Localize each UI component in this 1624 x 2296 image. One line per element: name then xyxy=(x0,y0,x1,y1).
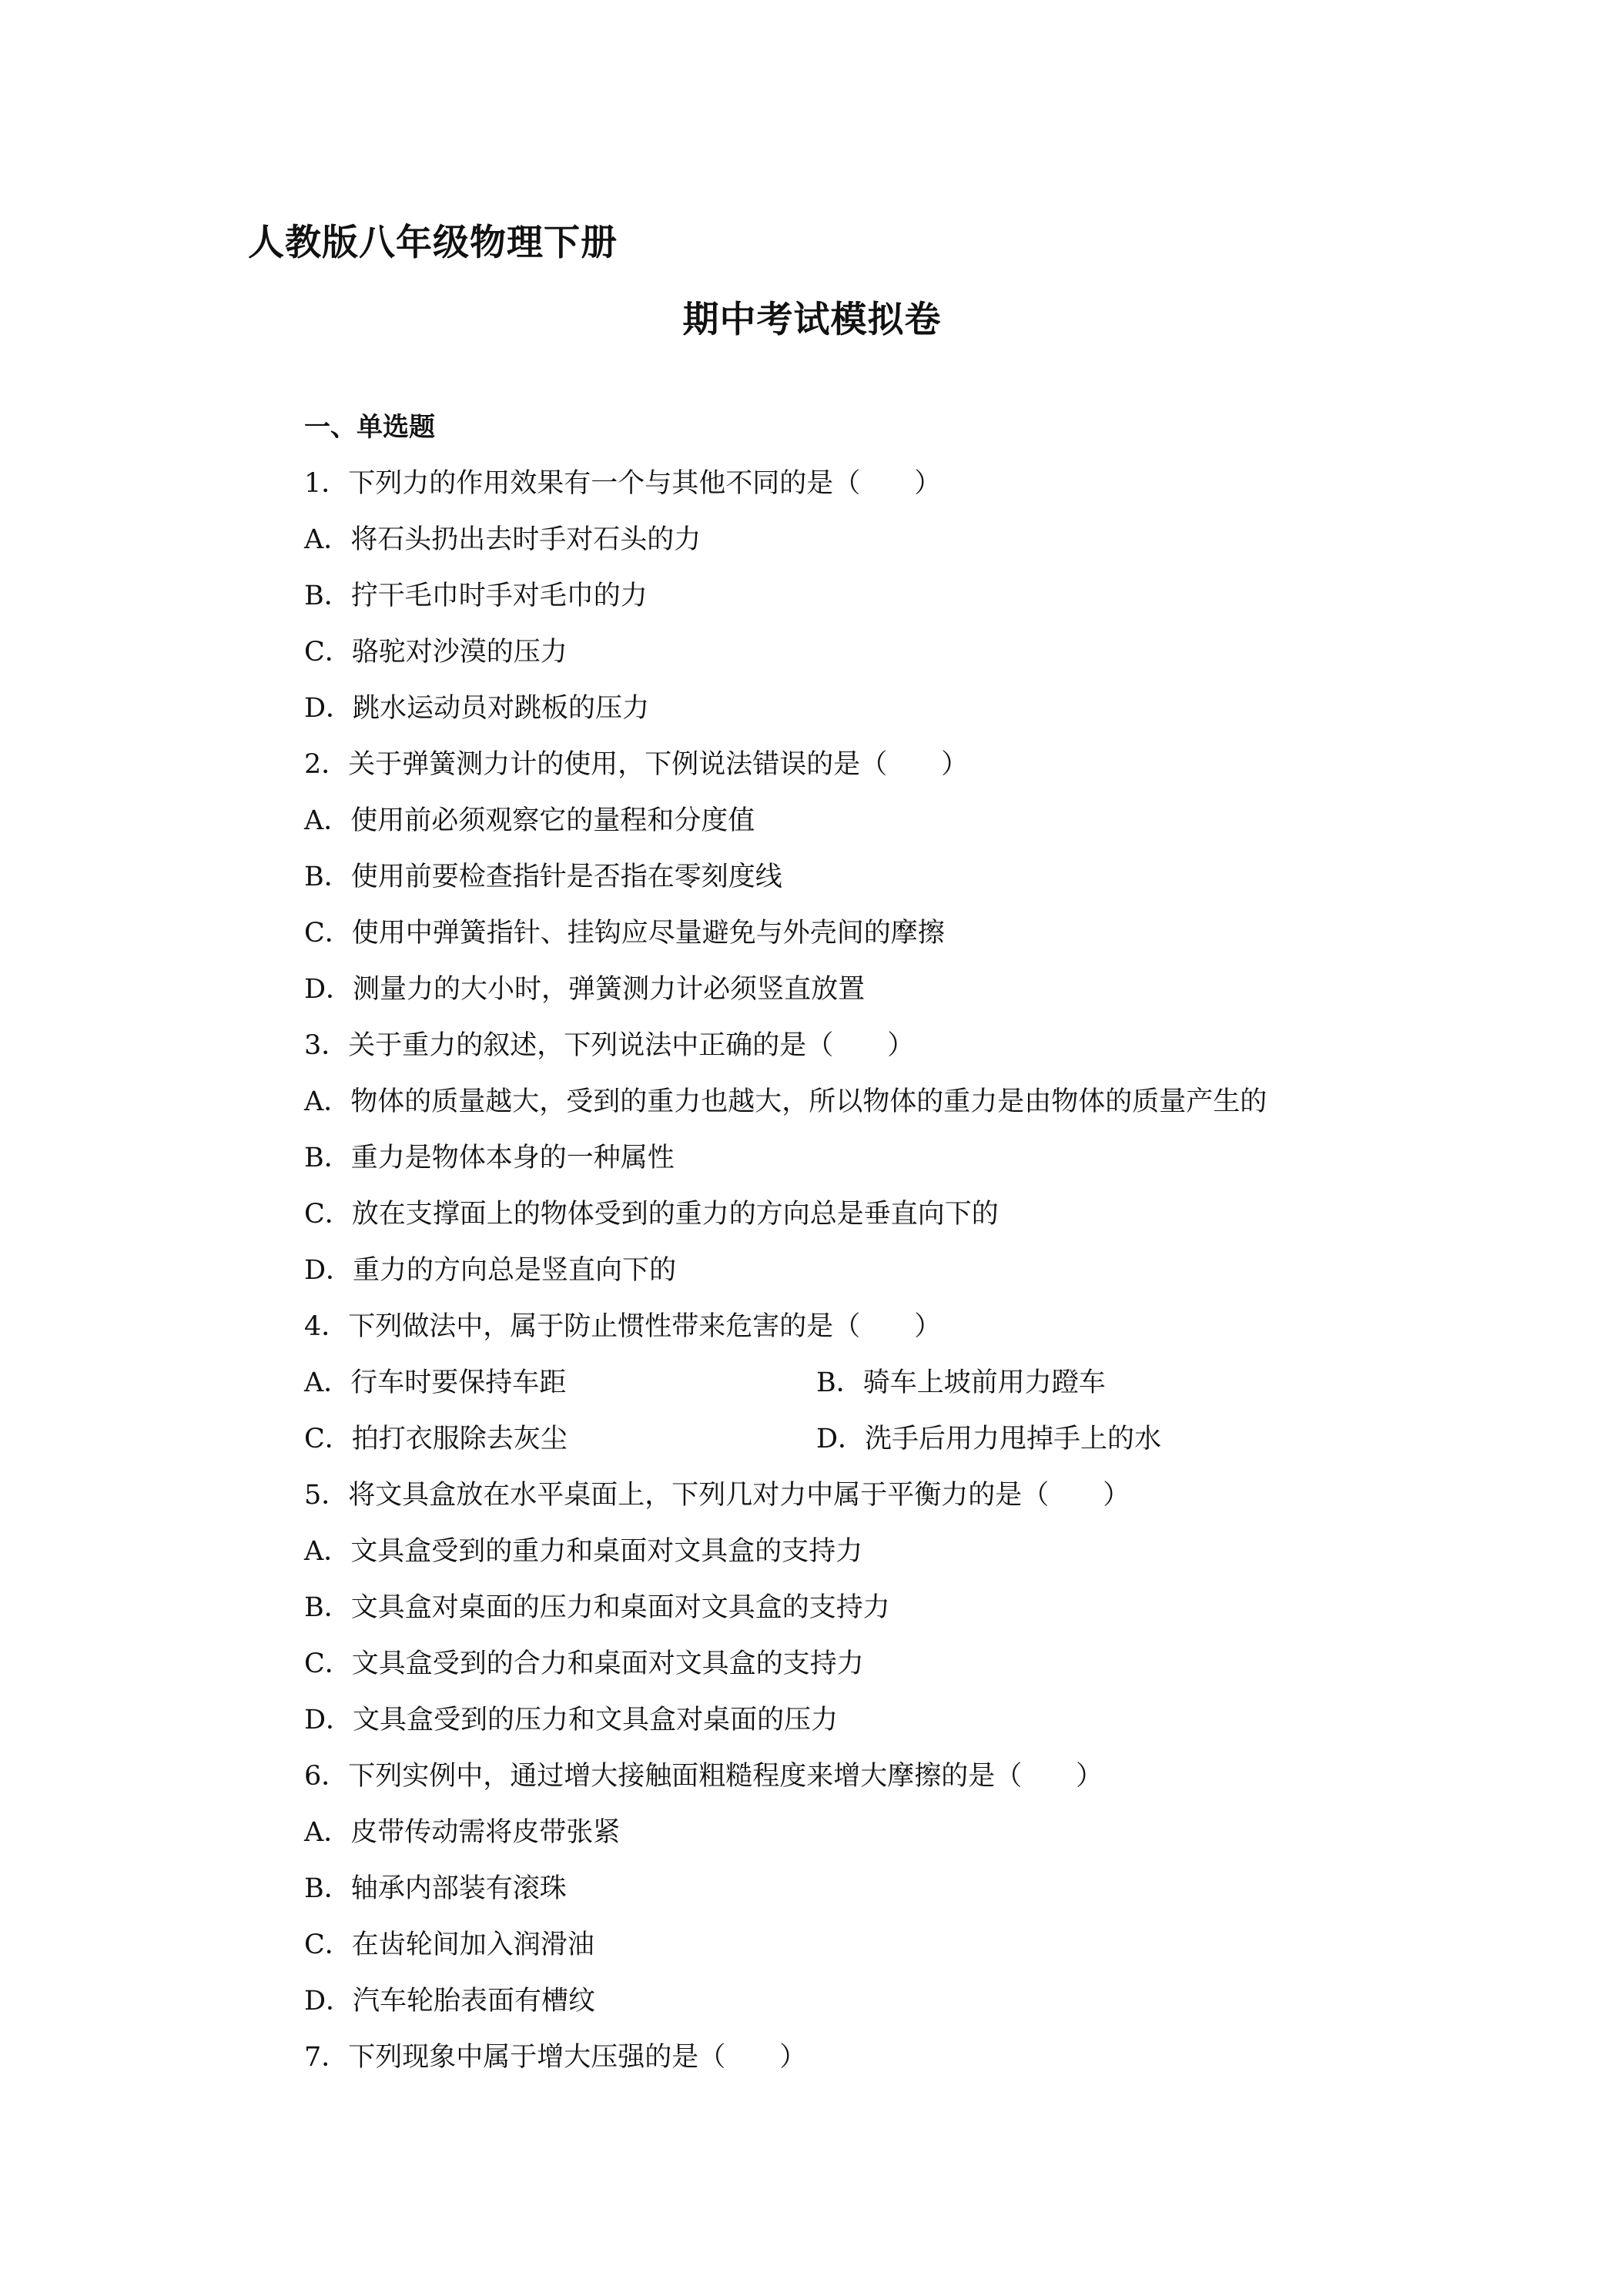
question-4-stem: 4．下列做法中，属于防止惯性带来危害的是（ ） xyxy=(304,1311,942,1342)
question-4-options-row-2 xyxy=(304,1411,1459,1468)
question-6-option-d: D．汽车轮胎表面有槽纹 xyxy=(304,1986,596,2017)
question-6-option-c: C．在齿轮间加入润滑油 xyxy=(304,1930,594,1960)
question-3-option-a: A．物体的质量越大，受到的重力也越大，所以物体的重力是由物体的质量产生的 xyxy=(304,1086,1267,1117)
question-2-option-d: D．测量力的大小时，弹簧测力计必须竖直放置 xyxy=(304,974,866,1005)
question-2-option-b: B．使用前要检查指针是否指在零刻度线 xyxy=(304,862,782,892)
document-title: 人教版八年级物理下册 xyxy=(248,222,618,264)
question-7-stem: 7．下列现象中属于增大压强的是（ ） xyxy=(304,2042,807,2073)
question-5-stem: 5．将文具盒放在水平桌面上，下列几对力中属于平衡力的是（ ） xyxy=(304,1480,1130,1511)
question-3-option-b: B．重力是物体本身的一种属性 xyxy=(304,1143,675,1173)
question-5-option-d: D．文具盒受到的压力和文具盒对桌面的压力 xyxy=(304,1705,839,1735)
question-2-option-a: A．使用前必须观察它的量程和分度值 xyxy=(304,805,755,836)
question-5-option-c: C．文具盒受到的合力和桌面对文具盒的支持力 xyxy=(304,1648,864,1679)
document-subtitle: 期中考试模拟卷 xyxy=(682,299,942,341)
question-3-stem: 3．关于重力的叙述，下列说法中正确的是（ ） xyxy=(304,1030,915,1061)
question-6-option-b: B．轴承内部装有滚珠 xyxy=(304,1873,567,1904)
question-1-option-b: B．拧干毛巾时手对毛巾的力 xyxy=(304,581,648,611)
question-2-option-c: C．使用中弹簧指针、挂钩应尽量避免与外壳间的摩擦 xyxy=(304,918,945,949)
question-4-option-b: B．骑车上坡前用力蹬车 xyxy=(816,1367,1106,1398)
section-heading: 一、单选题 xyxy=(304,412,435,443)
question-1-option-c: C．骆驼对沙漠的压力 xyxy=(304,637,568,668)
question-3-option-d: D．重力的方向总是竖直向下的 xyxy=(304,1255,677,1286)
question-4-option-d: D．洗手后用力甩掉手上的水 xyxy=(816,1424,1162,1454)
question-5-option-a: A．文具盒受到的重力和桌面对文具盒的支持力 xyxy=(304,1536,863,1567)
question-4-option-a: A．行车时要保持车距 xyxy=(304,1367,567,1398)
question-1-stem: 1．下列力的作用效果有一个与其他不同的是（ ） xyxy=(304,468,942,499)
question-1-option-a: A．将石头扔出去时手对石头的力 xyxy=(304,524,702,555)
question-1-option-d: D．跳水运动员对跳板的压力 xyxy=(304,693,650,724)
question-list xyxy=(304,456,1459,2086)
question-6-option-a: A．皮带传动需将皮带张紧 xyxy=(304,1817,621,1848)
question-4-options-row-1 xyxy=(304,1355,1459,1411)
question-4-option-c: C．拍打衣服除去灰尘 xyxy=(304,1424,568,1454)
question-2-stem: 2．关于弹簧测力计的使用，下例说法错误的是（ ） xyxy=(304,749,969,780)
question-6-stem: 6．下列实例中，通过增大接触面粗糙程度来增大摩擦的是（ ） xyxy=(304,1761,1103,1792)
question-5-option-b: B．文具盒对桌面的压力和桌面对文具盒的支持力 xyxy=(304,1592,890,1623)
question-3-option-c: C．放在支撑面上的物体受到的重力的方向总是垂直向下的 xyxy=(304,1199,999,1230)
